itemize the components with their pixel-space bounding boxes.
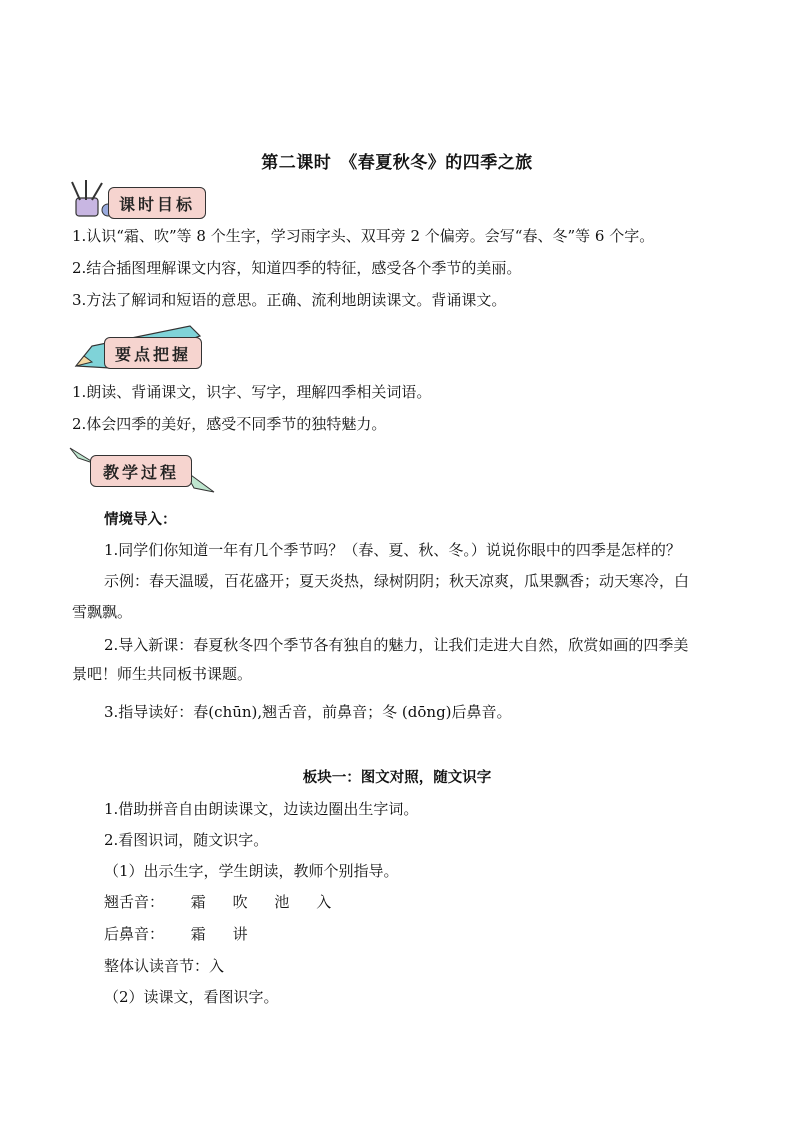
goal-item: 3.方法了解词和短语的意思。正确、流利地朗读课文。背诵课文。 [72,291,507,309]
block-item: 2.看图识词，随文识字。 [104,831,269,849]
char: 霜 [190,925,206,943]
process-text: 示例：春天温暖，百花盛开；夏天炎热，绿树阴阴；秋天凉爽，瓜果飘香；动天寒冷，白 [104,572,690,590]
process-text: 景吧！师生共同板书课题。 [72,665,253,683]
block-item: （2）读课文，看图识字。 [104,988,279,1006]
page-title: 第二课时 《春夏秋冬》的四季之旅 [261,153,533,173]
point-item: 2.体会四季的美好，感受不同季节的独特魅力。 [72,415,387,433]
block-item: （1）出示生字，学生朗读，教师个别指导。 [104,862,399,880]
process-text: 3.指导读好：春(chūn),翘舌音，前鼻音；冬 (dōng)后鼻音。 [104,703,512,721]
section-badge-goals: 课时目标 [108,187,206,219]
process-text: 2.导入新课：春夏秋冬四个季节各有独自的魅力，让我们走进大自然，欣赏如画的四季美 [104,636,689,654]
char: 入 [316,893,332,911]
char: 吹 [232,893,248,911]
process-text: 1.同学们你知道一年有几个季节吗？（春、夏、秋、冬。）说说你眼中的四季是怎样的？ [104,541,681,559]
block-heading: 板块一：图文对照，随文识字 [302,770,492,786]
process-text: 雪飘飘。 [72,603,133,621]
goal-item: 2.结合插图理解课文内容，知道四季的特征，感受各个季节的美丽。 [72,259,522,277]
nasal-label: 后鼻音： [104,925,165,943]
point-item: 1.朗读、背诵课文，识字、写字，理解四季相关词语。 [72,383,432,401]
char: 讲 [232,925,248,943]
char: 霜 [190,893,206,911]
retroflex-label: 翘舌音： [104,893,165,911]
retroflex-row [104,892,764,912]
intro-heading: 情境导入： [104,512,177,528]
char: 池 [274,893,290,911]
section-badge-process: 教学过程 [90,455,192,487]
goal-item: 1.认识“霜、吹”等 8 个生字，学习雨字头、双耳旁 2 个偏旁。会写“春、冬”等 6 个字。 [72,227,655,245]
whole-syllable-row: 整体认读音节：入 [104,957,225,975]
nasal-row [104,924,764,944]
section-badge-points: 要点把握 [104,337,202,369]
block-item: 1.借助拼音自由朗读课文，边读边圈出生字词。 [104,800,419,818]
